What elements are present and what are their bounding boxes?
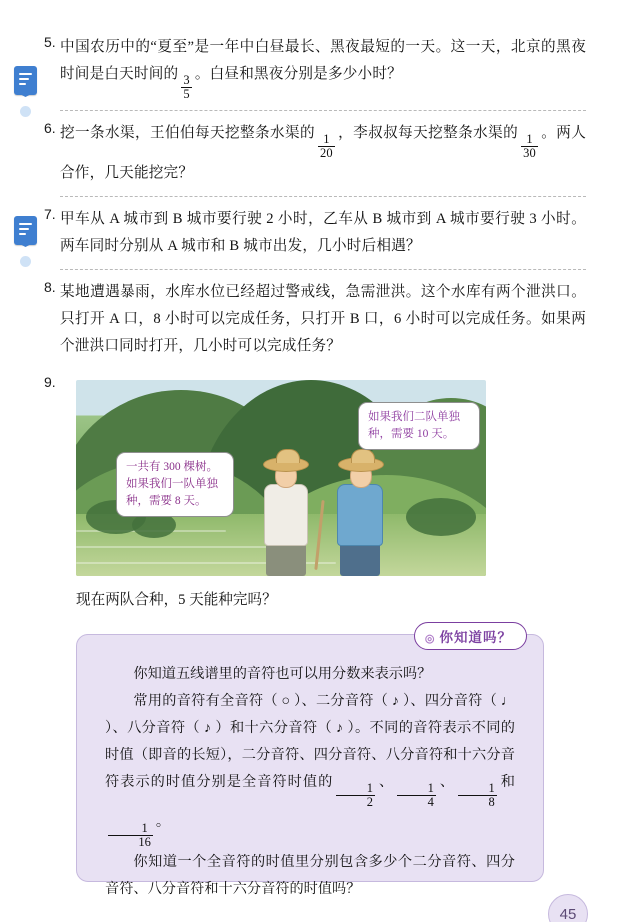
page-number: 45	[548, 894, 588, 922]
bush	[406, 498, 476, 536]
dyk-paragraph-2-text: 常用的音符有全音符（ ○ ）、二分音符（ ♪ ）、四分音符（ ♩ ）、八分音符（ ♪ ）和十六分音符（ ♪ ）。不同的音符表示不同的时值（即音的长短），二分音符、四分音符、八分音符和十六分音符表示的时值分别是全音符时值的	[105, 693, 515, 790]
farmer-left	[252, 440, 322, 576]
problem-text	[60, 120, 586, 187]
farmer-left-body	[264, 484, 308, 546]
problem-5	[0, 34, 626, 101]
problem-number: 9.	[44, 373, 56, 390]
did-you-know-title-text: 你知道吗？	[439, 630, 512, 645]
problem-7	[0, 206, 626, 260]
problem-number: 8.	[44, 278, 56, 295]
fraction-denominator: 8	[458, 795, 497, 809]
fraction-1-30	[521, 133, 538, 160]
fraction-numerator: 3	[183, 72, 190, 87]
illustration-block	[76, 380, 586, 609]
problem-number: 6.	[44, 119, 56, 136]
connector: 、	[438, 774, 456, 790]
illustration-caption: 现在两队合种，5 天能种完吗？	[76, 591, 277, 608]
fraction-numerator: 1	[488, 780, 495, 795]
farmer-right-hat	[338, 457, 384, 472]
fraction-denominator: 5	[183, 86, 190, 101]
textbook-page	[0, 34, 626, 922]
fraction-numerator: 1	[526, 131, 533, 146]
problem-5-part-2: 。白昼和黑夜分别是多少小时？	[194, 66, 402, 82]
dyk-paragraph-2	[105, 688, 515, 849]
dyk-paragraph-1: 你知道五线谱里的音符也可以用分数来表示吗？	[133, 666, 432, 682]
problem-number: 7.	[44, 205, 56, 222]
fraction-denominator: 30	[523, 145, 536, 160]
divider	[60, 269, 586, 270]
did-you-know-box	[76, 630, 544, 897]
farmer-left-hat	[263, 457, 309, 472]
fraction-numerator: 1	[427, 780, 434, 795]
problem-6-part-3: 。两人合作，几天能挖完？	[60, 124, 586, 181]
farm-illustration	[76, 380, 486, 576]
sentence-end: 。	[155, 813, 171, 830]
did-you-know-body	[77, 635, 543, 903]
problem-number: 5.	[44, 34, 56, 50]
fraction-numerator: 1	[141, 820, 148, 835]
did-you-know-title	[414, 622, 527, 650]
problem-text: 某地遭遇暴雨，水库水位已经超过警戒线，急需泄洪。这个水库有两个泄洪口。只打开 A 口，8 小时可以完成任务，只打开 B 口，6 小时可以完成任务。如果两个泄洪口同时打开，几小时可以完成任务？	[60, 283, 586, 354]
fraction-numerator: 1	[366, 780, 373, 795]
problem-6-part-2: ，李叔叔每天挖整条水渠的	[337, 124, 519, 141]
problem-5-part-1: 中国农历中的“夏至”是一年中白昼最长、黑夜最短的一天。这一天，北京的黑夜时间是白天时间的	[60, 39, 586, 82]
problem-6	[0, 120, 626, 187]
speech-bubble-right: 如果我们二队单独种，需要 10 天。	[358, 402, 480, 450]
speech-bubble-left: 一共有 300 棵树。如果我们一队单独种，需要 8 天。	[116, 452, 234, 517]
decoration-icon: ◎	[424, 633, 436, 645]
problem-text: 甲车从 A 城市到 B 城市要行驶 2 小时，乙车从 B 城市到 A 城市要行驶 3 小时。两车同时分别从 A 城市和 B 城市出发，几小时后相遇？	[60, 210, 586, 254]
dyk-paragraph-3: 你知道一个全音符的时值里分别包含多少个二分音符、四分音符、八分音符和十六分音符的时值吗？	[105, 853, 515, 897]
fraction-denominator: 16	[108, 835, 153, 849]
fraction-denominator: 20	[319, 145, 333, 160]
bookmark-dot-icon	[20, 106, 31, 117]
problem-text	[60, 34, 586, 101]
fraction-numerator: 1	[323, 131, 330, 146]
fraction-1-4	[397, 782, 436, 809]
fraction-3-5	[181, 74, 191, 101]
problem-6-part-1: 挖一条水渠，王伯伯每天挖整条水渠的	[60, 124, 315, 141]
farmer-left-legs	[266, 542, 306, 576]
fraction-1-8	[458, 782, 497, 809]
divider	[60, 196, 586, 197]
divider	[60, 110, 586, 111]
farmer-right-legs	[340, 542, 380, 576]
farmer-right-body	[337, 484, 383, 546]
fraction-denominator: 2	[336, 795, 375, 809]
farmer-right	[324, 436, 400, 576]
fraction-1-20	[318, 133, 335, 160]
problem-8	[0, 279, 626, 360]
connector: 、	[377, 774, 395, 790]
fraction-1-16	[108, 822, 153, 849]
fraction-1-2	[336, 782, 375, 809]
connector-and: 和	[499, 774, 515, 790]
fraction-denominator: 4	[397, 795, 436, 809]
